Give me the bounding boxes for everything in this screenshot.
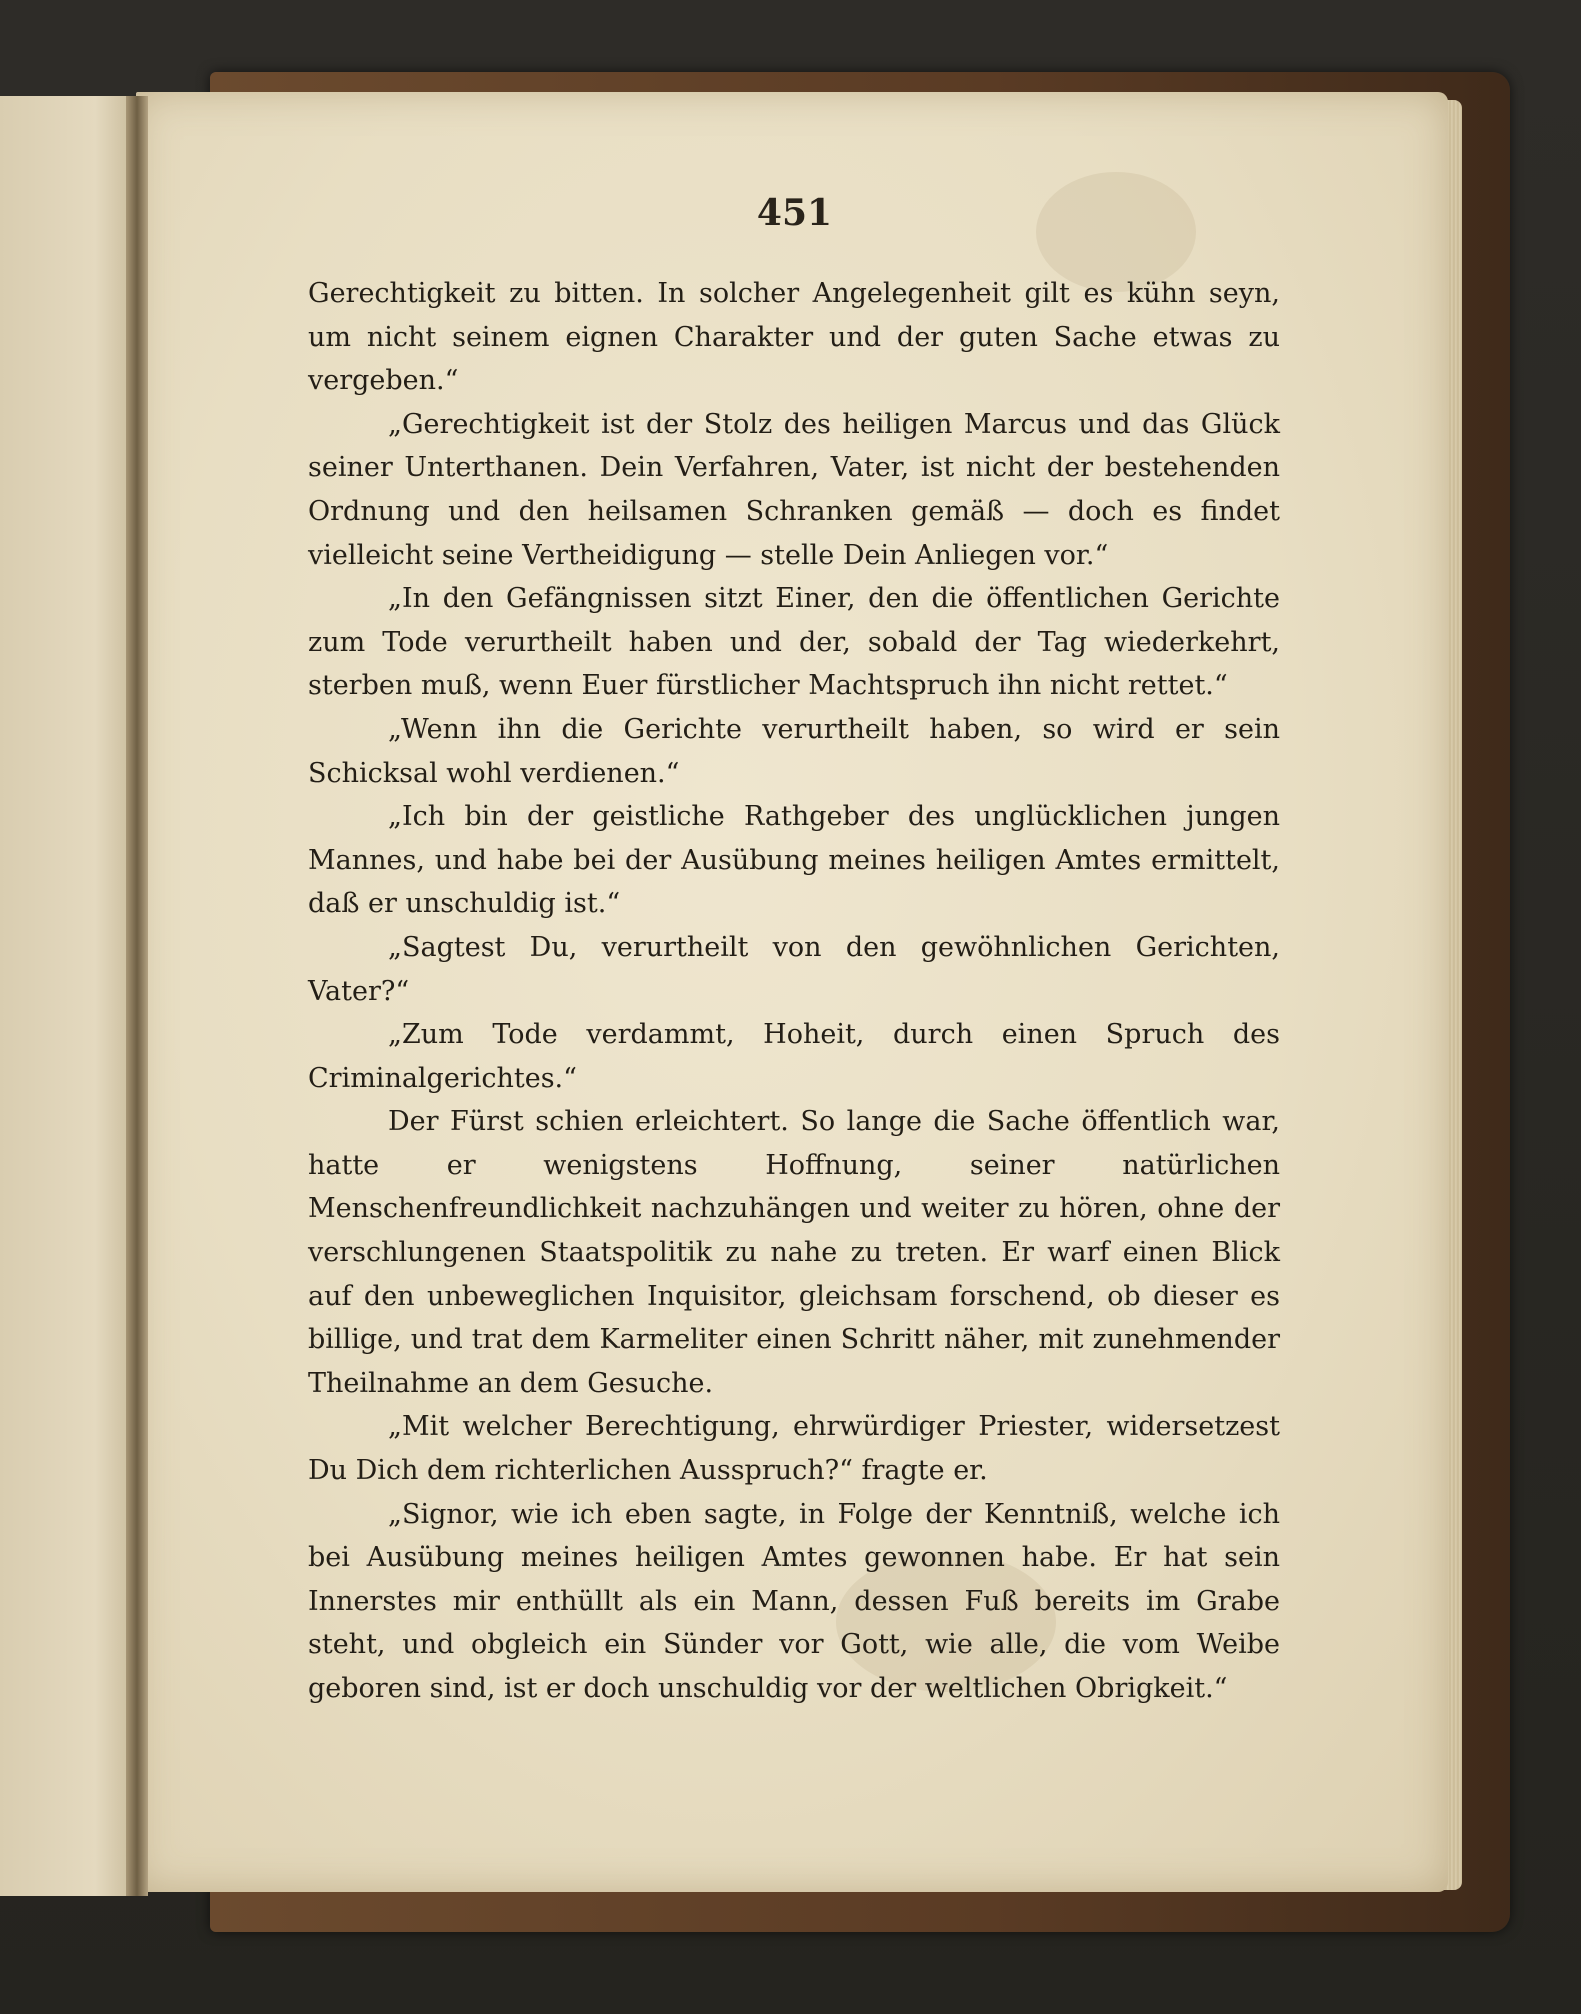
paragraph: „Wenn ihn die Gerichte verurtheilt haben, so wird er sein Schicksal wohl verdienen.“ [308, 713, 1280, 789]
paragraph: „Ich bin der geistliche Rathgeber des unglücklichen jungen Mannes, und habe bei der Ausübung meines heiligen Amtes ermittelt, daß er unschuldig ist.“ [308, 801, 1280, 920]
facing-page-edge [0, 96, 139, 1896]
paragraph: „In den Gefängnissen sitzt Einer, den die öffentlichen Gerichte zum Tode verurtheilt haben und der, sobald der Tag wiederkehrt, sterben muß, wenn Euer fürstlicher Machtspruch ihn nicht rettet.“ [308, 583, 1280, 702]
paragraph: „Sagtest Du, verurtheilt von den gewöhnlichen Gerichten, Vater?“ [308, 931, 1280, 1007]
paragraph: Der Fürst schien erleichtert. So lange die Sache öffentlich war, hatte er wenigstens Hoffnung, seiner natürlichen Menschenfreundlichkeit nachzuhängen und weiter zu hören, ohne der verschlungenen Staatspolitik zu nahe zu treten. Er warf einen Blick auf den unbeweglichen Inquisitor, gleichsam forschend, ob dieser es billige, und trat dem Karmeliter einen Schritt näher, mit zunehmender Theilnahme an dem Gesuche. [308, 1106, 1280, 1399]
page-number: 451 [756, 192, 833, 234]
paragraph: „Signor, wie ich eben sagte, in Folge der Kenntniß, welche ich bei Ausübung meines heiligen Amtes gewonnen habe. Er hat sein Innerstes mir enthüllt als ein Mann, dessen Fuß bereits im Grabe steht, und obgleich ein Sünder vor Gott, wie alle, die vom Weibe geboren sind, ist er doch unschuldig vor der weltlichen Obrigkeit.“ [308, 1498, 1280, 1704]
paragraph: „Zum Tode verdammt, Hoheit, durch einen Spruch des Criminalgerichtes.“ [308, 1019, 1280, 1094]
paragraph: „Gerechtigkeit ist der Stolz des heiligen Marcus und das Glück seiner Unterthanen. Dein Verfahren, Vater, ist nicht der bestehenden Ordnung und den heilsamen Schranken gemäß — doch es findet vielleicht seine Vertheidigung — stelle Dein Anliegen vor.“ [308, 408, 1280, 571]
paragraph: „Mit welcher Berechtigung, ehrwürdiger Priester, widersetzest Du Dich dem richterlichen Ausspruch?“ fragte er. [308, 1411, 1280, 1487]
body-text [308, 272, 1280, 1711]
paragraph: Gerechtigkeit zu bitten. In solcher Angelegenheit gilt es kühn seyn, um nicht seinem eignen Charakter und der guten Sache etwas zu vergeben.“ [308, 278, 1280, 397]
book-gutter [126, 96, 148, 1896]
